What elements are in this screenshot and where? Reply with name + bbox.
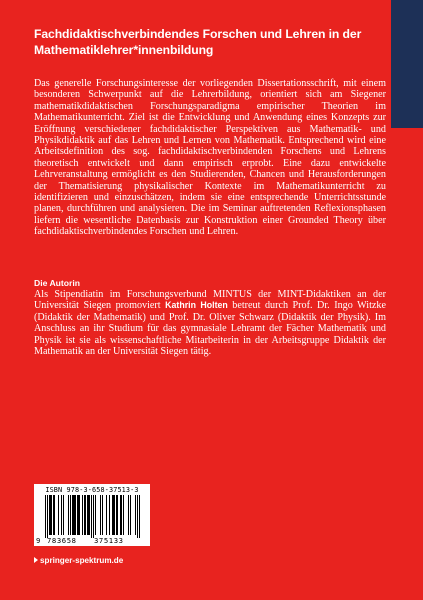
- barcode-bar: [61, 495, 62, 535]
- publisher-url: springer-spektrum.de: [40, 556, 124, 565]
- barcode-bar: [93, 495, 94, 538]
- isbn-barcode: [34, 484, 150, 546]
- barcode-bar: [45, 495, 46, 538]
- barcode-bar: [102, 495, 103, 535]
- barcode-bar: [63, 495, 64, 535]
- barcode-bar: [58, 495, 59, 535]
- book-title: [34, 27, 379, 58]
- barcode-bar: [54, 495, 55, 535]
- barcode-bar: [114, 495, 115, 535]
- barcode-bar: [78, 495, 79, 535]
- barcode-bar: [112, 495, 113, 535]
- ean-first-digit: 9: [36, 536, 41, 545]
- author-bio: [34, 289, 386, 357]
- author-bio-rest: betreut durch Prof. Dr. Ingo Witzke (Didaktik der Mathematik) und Prof. Dr. Oliver Schwarz (Didaktik der Physik). Im Anschluss an ihr Studium für das gymnasiale Lehramt der Fächer Mathematik und Physik ist sie als wissenschaftliche Mitarbeiterin in der Arbeitsgruppe Didaktik der Mathematik an der Universität Siegen tätig.: [34, 300, 386, 358]
- barcode-bar: [51, 495, 52, 535]
- barcode-bar: [91, 495, 92, 538]
- barcode-bar: [82, 495, 83, 535]
- barcode-bar: [70, 495, 71, 535]
- ean-right-group: 375133: [94, 536, 124, 545]
- book-title-line-1: Fachdidaktischverbindendes Forschen und Lehren in der: [34, 27, 362, 41]
- barcode-bar: [137, 495, 138, 538]
- barcode-bar: [72, 495, 73, 535]
- barcode-bar: [116, 495, 117, 535]
- publisher-link[interactable]: [34, 556, 123, 566]
- barcode-bar: [88, 495, 89, 535]
- barcode-bar: [75, 495, 76, 535]
- barcode-bar: [117, 495, 118, 535]
- ean-left-group: 783658: [47, 536, 77, 545]
- isbn-label: ISBN 978-3-658-37513-3: [45, 486, 139, 494]
- barcode-bar: [128, 495, 129, 535]
- barcode-bar: [53, 495, 54, 535]
- barcode-bar: [85, 495, 86, 535]
- barcode-bar: [49, 495, 50, 535]
- barcode-bar: [73, 495, 74, 535]
- author-heading: Die Autorin: [34, 278, 80, 288]
- barcode-bar: [77, 495, 78, 535]
- abstract-text: Das generelle Forschungsinteresse der vorliegenden Dissertationsschrift, mit einem besonderen Schwerpunkt auf die Lehrerbildung, orientiert sich am Siegener mathematikdidaktischen Forschungsparadigma empirischer Theorien im Mathematikunterricht. Ziel ist die Entwicklung und Anwendung eines Konzepts zur Eröffnung verschiedener fachdidaktischer Perspektiven aus Mathematik- und Physikdidaktik auf das Lehren und Lernen von Mathematik. Entsprechend wird eine Arbeitsdefinition des sog. fachdidaktischverbindenden Forschens und Lehrens theoretisch entwickelt und dann empirisch erprobt. Eine dazu entwickelte Lehrveranstaltung ermöglicht es den Studierenden, Chancen und Herausforderungen der Thematisierung physikalischer Kontexte im Mathematikunterricht zu identifizieren und einzuschätzen, indem sie eine entsprechende Unterrichtsstunde planen, durchführen und analysieren. Die im Seminar auftretenden Reflexionsphasen liefern die wesentliche Datenbasis zur Konstruktion einer Grounded Theory über fachdidaktischverbindendes Forschen und Lehren.: [34, 78, 386, 238]
- barcode-bar: [87, 495, 88, 535]
- book-title-line-2: Mathematiklehrer*innenbildung: [34, 42, 214, 57]
- barcode-bar: [50, 495, 51, 535]
- barcode-bar: [130, 495, 131, 535]
- barcode-bar: [74, 495, 75, 535]
- author-bio-intro: Als Stipendiatin im Forschungsverbund MINTUS der MINT-Didaktiken an der Universität Siegen promoviert: [34, 289, 386, 312]
- barcode-bar: [100, 495, 101, 535]
- barcode-bar: [84, 495, 85, 535]
- barcode-bar: [109, 495, 110, 535]
- barcode-bar: [106, 495, 107, 535]
- author-name: Kathrin Holten: [165, 300, 228, 311]
- barcode-bar: [135, 495, 136, 535]
- barcode-bar: [120, 495, 121, 535]
- barcode-bar: [89, 495, 90, 535]
- barcode-bars: [34, 494, 150, 538]
- barcode-bar: [68, 495, 69, 535]
- barcode-bar: [95, 495, 96, 535]
- barcode-bar: [121, 495, 122, 535]
- accent-tab: [391, 0, 423, 128]
- barcode-bar: [47, 495, 48, 538]
- barcode-bar: [113, 495, 114, 535]
- triangle-right-icon: [34, 557, 38, 563]
- barcode-bar: [79, 495, 80, 535]
- barcode-bar: [139, 495, 140, 538]
- abstract-block: [34, 78, 386, 238]
- barcode-bar: [123, 495, 124, 535]
